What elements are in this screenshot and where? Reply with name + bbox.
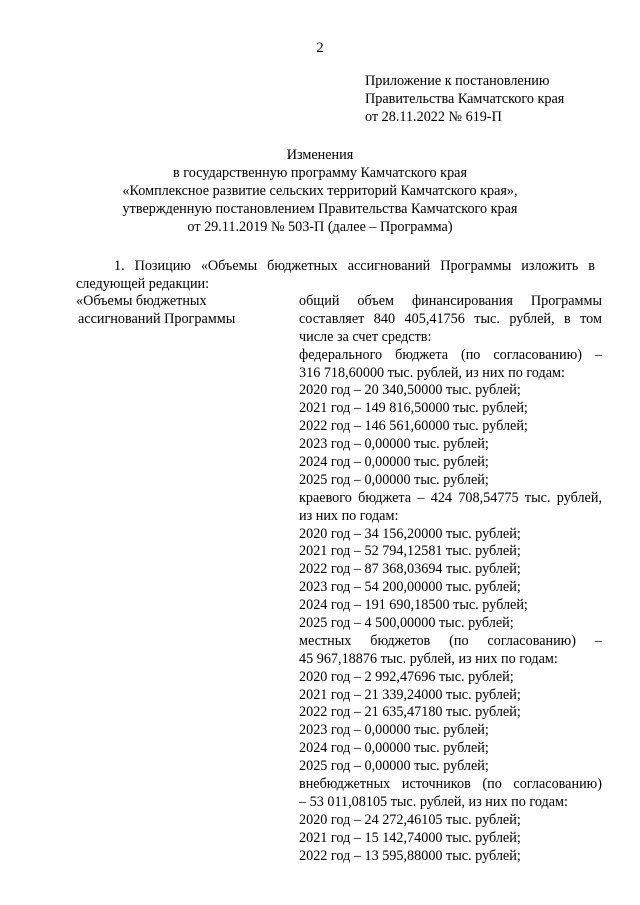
funding-line: 2021 год – 15 142,74000 тыс. рублей; [299,829,521,846]
funding-line: общий объем финансирования Программы [299,293,602,309]
position-label-line: «Объемы бюджетных [76,293,207,309]
funding-line: 2022 год – 13 595,88000 тыс. рублей; [299,847,521,864]
paragraph-line: 1. Позицию «Объемы бюджетных ассигнований Программы изложить в [114,258,595,274]
appendix-line: Правительства Камчатского края [365,90,565,107]
title-line: от 29.11.2019 № 503-П (далее – Программа) [187,218,453,235]
funding-line: 2021 год – 149 816,50000 тыс. рублей; [299,400,528,417]
funding-line: 2020 год – 34 156,20000 тыс. рублей; [299,525,521,542]
funding-line: местных бюджетов (по согласованию) – [299,632,602,649]
title-line: в государственную программу Камчатского края [173,164,467,181]
funding-details [299,293,602,866]
funding-line: 2022 год – 21 635,47180 тыс. рублей; [299,704,521,721]
funding-line: 2025 год – 4 500,00000 тыс. рублей; [299,615,514,632]
funding-line: 2022 год – 87 368,03694 тыс. рублей; [299,561,521,578]
funding-line: 2023 год – 0,00000 тыс. рублей; [299,722,489,739]
appendix-line: от 28.11.2022 № 619-П [365,108,502,125]
funding-line: 2025 год – 0,00000 тыс. рублей; [299,471,489,488]
page-number: 2 [316,40,324,56]
funding-line: составляет 840 405,41756 тыс. рублей, в том [299,310,602,327]
position-label-line: ассигнований Программы [78,310,236,327]
funding-line: краевого бюджета – 424 708,54775 тыс. рублей, [299,489,602,506]
appendix-line: Приложение к постановлению [365,73,550,89]
funding-line: федерального бюджета (по согласованию) – [299,346,602,363]
funding-line: 2025 год – 0,00000 тыс. рублей; [299,758,489,775]
funding-line: 2020 год – 2 992,47696 тыс. рублей; [299,668,514,685]
funding-line: 2023 год – 0,00000 тыс. рублей; [299,436,489,453]
funding-line: 2024 год – 191 690,18500 тыс. рублей; [299,597,528,614]
funding-line: из них по годам: [299,507,399,524]
funding-line: 2024 год – 0,00000 тыс. рублей; [299,454,489,471]
title-line: Изменения [286,147,354,163]
paragraph-line: следующей редакции: [76,275,210,292]
funding-line: внебюджетных источников (по согласованию) [299,776,602,793]
title-line: утвержденную постановлением Правительства Камчатского края [122,200,518,217]
document-title [0,147,640,237]
funding-line: 2022 год – 146 561,60000 тыс. рублей; [299,418,528,435]
funding-line: числе за счет средств: [299,328,432,345]
funding-line: – 53 011,08105 тыс. рублей, из них по годам: [299,793,568,810]
appendix-header [365,73,625,127]
intro-paragraph [76,258,595,294]
funding-line: 316 718,60000 тыс. рублей, из них по годам: [299,364,565,381]
funding-line: 2020 год – 24 272,46105 тыс. рублей; [299,811,521,828]
funding-line: 2024 год – 0,00000 тыс. рублей; [299,740,489,757]
funding-line: 45 967,18876 тыс. рублей, из них по годам: [299,650,558,667]
funding-line: 2021 год – 52 794,12581 тыс. рублей; [299,543,521,560]
funding-line: 2020 год – 20 340,50000 тыс. рублей; [299,382,521,399]
funding-line: 2023 год – 54 200,00000 тыс. рублей; [299,579,521,596]
position-label [76,293,276,329]
funding-line: 2021 год – 21 339,24000 тыс. рублей; [299,686,521,703]
title-line: «Комплексное развитие сельских территорий Камчатского края», [122,182,518,199]
